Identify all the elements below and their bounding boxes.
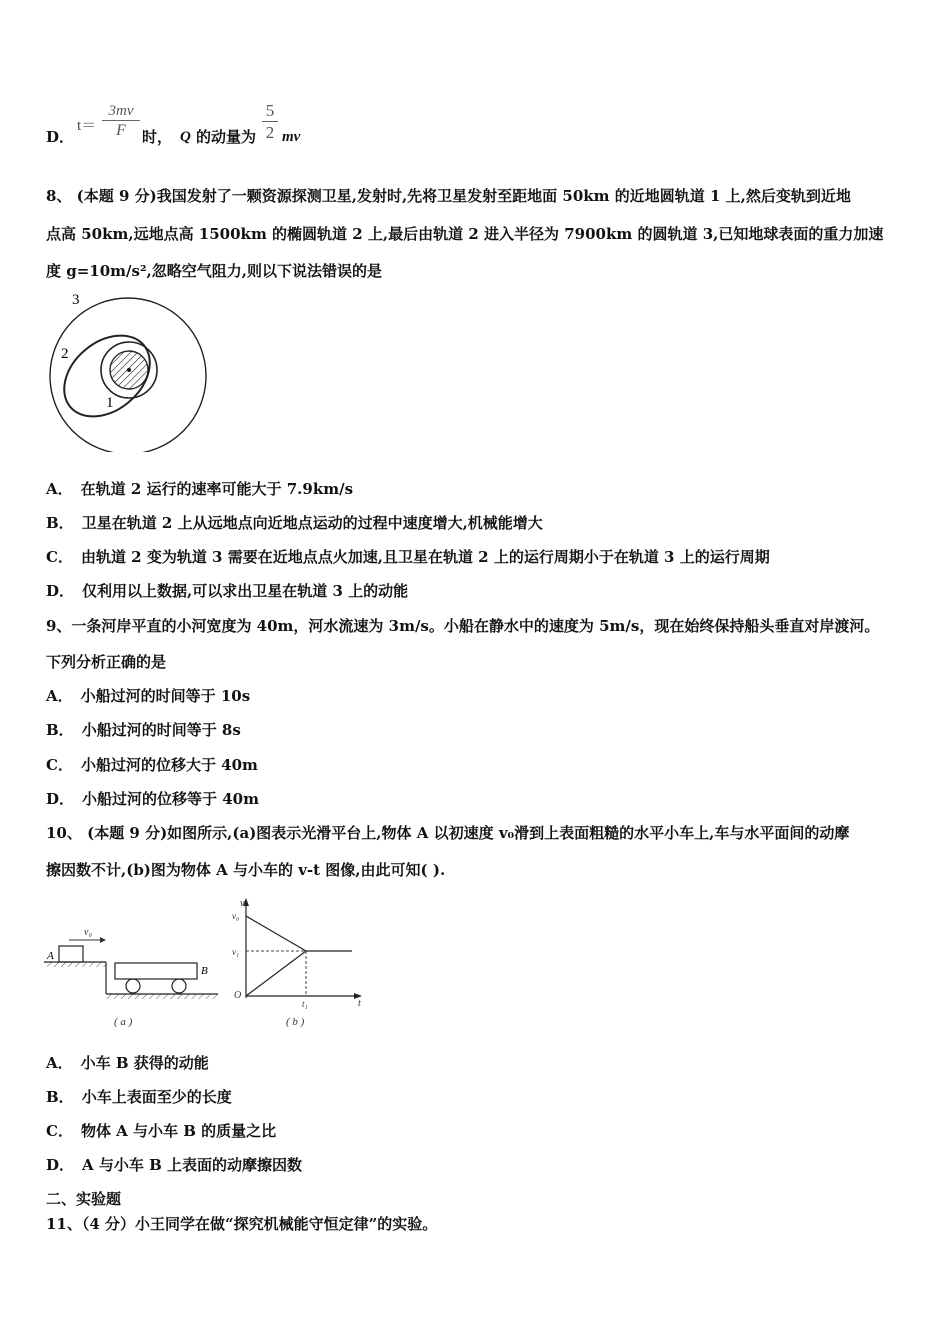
cart-figure-a	[44, 920, 222, 1032]
orbit-3-label: 3	[72, 292, 80, 308]
t1-tick-label: t₁	[302, 999, 308, 1009]
q10-option-c	[46, 1121, 276, 1141]
q9-option-c	[46, 755, 258, 775]
caption-a: ( a )	[114, 1016, 133, 1028]
q9-option-a-text: 小船过河的时间等于 10s	[80, 687, 251, 705]
t-numerator: 3mv	[108, 103, 134, 119]
p-denominator: 2	[262, 121, 278, 144]
cart-b	[115, 963, 197, 979]
v0-arrowhead	[100, 937, 106, 943]
q10-option-b-key: B．	[46, 1088, 74, 1106]
earth-center	[127, 368, 131, 372]
cart-wheel-right	[172, 979, 186, 993]
block-a	[59, 946, 83, 962]
q8-option-d	[46, 581, 408, 601]
q8-option-d-key: D．	[46, 582, 75, 600]
block-a-label: A	[47, 950, 54, 962]
section-title: 二、实验题	[46, 1190, 122, 1208]
q9-option-d	[46, 789, 259, 809]
q10-option-a	[46, 1053, 209, 1073]
q9-stem-line2: 下列分析正确的是	[46, 653, 167, 671]
p-fraction	[262, 101, 278, 144]
q7-option-d-key: D．	[46, 128, 75, 146]
caption-b: ( b )	[286, 1016, 305, 1028]
q10-option-b	[46, 1087, 232, 1107]
q10-stem-line2: 擦因数不计,(b)图为物体 A 与小车的 v-t 图像,由此可知( ).	[46, 861, 446, 879]
v-axis-label: v	[240, 898, 245, 909]
q10-option-d	[46, 1155, 302, 1175]
q8-option-b-key: B．	[46, 514, 74, 532]
q10-option-d-text: A 与小车 B 上表面的动摩擦因数	[82, 1156, 302, 1174]
q10-option-c-text: 物体 A 与小车 B 的质量之比	[80, 1122, 277, 1140]
q9-option-d-key: D．	[46, 790, 75, 808]
p-numerator: 5	[265, 101, 275, 120]
v1-tick-label: v₁	[232, 947, 240, 957]
q7-momentum-text: 的动量为	[196, 128, 257, 146]
v0-tick-label: v₀	[232, 911, 240, 921]
q8-option-b-text: 卫星在轨道 2 上从远地点向近地点运动的过程中速度增大,机械能增大	[81, 514, 543, 532]
q10-option-c-key: C．	[46, 1122, 73, 1140]
q9-option-a	[46, 686, 250, 706]
t-denominator: F	[102, 120, 140, 141]
t-axis-label: t	[358, 998, 361, 1009]
q8-option-d-text: 仅利用以上数据,可以求出卫星在轨道 3 上的动能	[82, 582, 409, 600]
q10-option-a-key: A．	[46, 1054, 73, 1072]
q8-stem-line1: 8、 (本题 9 分)我国发射了一颗资源探测卫星,发射时,先将卫星发射至距地面 50km 的近地圆轨道 1 上,然后变轨到近地	[46, 187, 851, 205]
v0-label: v₀	[84, 927, 92, 938]
q10-option-b-text: 小车上表面至少的长度	[81, 1088, 232, 1106]
origin-label: O	[234, 990, 242, 1001]
q9-option-d-text: 小船过河的位移等于 40m	[82, 790, 259, 808]
q10-stem-line1: 10、 (本题 9 分)如图所示,(a)图表示光滑平台上,物体 A 以初速度 v₀滑到上表面粗糙的水平小车上,车与水平面间的动摩	[46, 824, 850, 842]
q9-option-c-text: 小船过河的位移大于 40m	[80, 756, 258, 774]
q8-option-a	[46, 479, 353, 499]
q-variable: Q	[180, 129, 191, 145]
orbit-figure	[44, 290, 212, 452]
t-fraction	[102, 102, 140, 141]
q8-stem-line2: 点高 50km,远地点高 1500km 的椭圆轨道 2 上,最后由轨道 2 进入半径为 7900km 的圆轨道 3,已知地球表面的重力加速	[46, 225, 884, 243]
q9-option-b-text: 小船过河的时间等于 8s	[81, 721, 241, 739]
ground-hatch	[106, 994, 218, 999]
cart-b-label: B	[201, 965, 208, 977]
orbit-2-label: 2	[61, 346, 69, 362]
vt-graph-b	[228, 894, 368, 1034]
q11-stem: 11、（4 分）小王同学在做“探究机械能守恒定律”的实验。	[46, 1215, 438, 1233]
q9-option-c-key: C．	[46, 756, 73, 774]
line-b	[246, 951, 306, 996]
q8-option-b	[46, 513, 543, 533]
q8-option-c	[46, 547, 770, 567]
orbit-2	[48, 319, 165, 433]
p-unit: mv	[282, 129, 301, 145]
t-equals: t＝	[77, 118, 97, 134]
q8-option-c-key: C．	[46, 548, 73, 566]
line-a	[246, 916, 306, 951]
platform-hatch	[44, 962, 106, 967]
q9-option-b-key: B．	[46, 721, 74, 739]
q9-option-a-key: A．	[46, 687, 73, 705]
q9-option-b	[46, 720, 241, 740]
q8-option-c-text: 由轨道 2 变为轨道 3 需要在近地点点火加速,且卫星在轨道 2 上的运行周期小于在轨道 3 上的运行周期	[80, 548, 770, 566]
q8-stem-line3: 度 g=10m/s²,忽略空气阻力,则以下说法错误的是	[46, 262, 382, 280]
q9-stem-line1: 9、一条河岸平直的小河宽度为 40m，河水流速为 3m/s。小船在静水中的速度为 5m/s，现在始终保持船头垂直对岸渡河。	[46, 617, 880, 635]
q8-option-a-key: A．	[46, 480, 73, 498]
q8-option-a-text: 在轨道 2 运行的速率可能大于 7.9km/s	[80, 480, 354, 498]
cart-wheel-left	[126, 979, 140, 993]
q7-mid-text: 时，	[142, 128, 173, 146]
orbit-1-label: 1	[106, 395, 114, 411]
q10-option-a-text: 小车 B 获得的动能	[80, 1054, 209, 1072]
q10-option-d-key: D．	[46, 1156, 75, 1174]
